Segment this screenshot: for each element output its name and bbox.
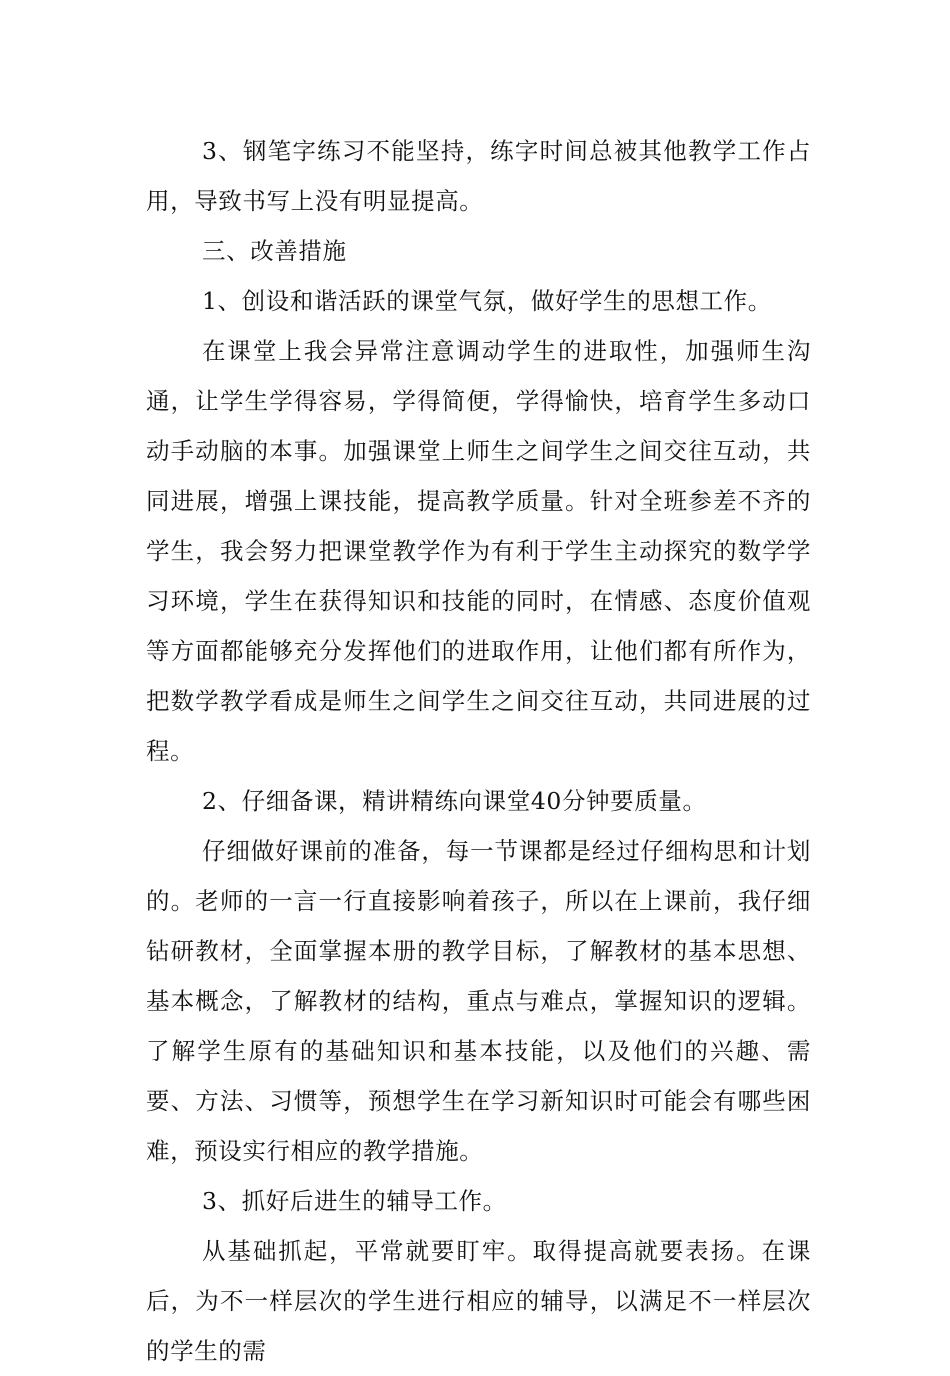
document-body [146, 126, 811, 1376]
paragraph-calligraphy-issue: 3、钢笔字练习不能坚持，练字时间总被其他教学工作占用，导致书写上没有明显提高。 [146, 137, 811, 215]
paragraph-lesson-preparation: 仔细做好课前的准备，每一节课都是经过仔细构思和计划的。老师的一言一行直接影响着孩子，所以在上课前，我仔细钻研教材，全面掌握本册的教学目标，了解教材的基本思想、基本概念，了解教材的结构，重点与难点，掌握知识的逻辑。了解学生原有的基础知识和基本技能，以及他们的兴趣、需要、方法、习惯等，预想学生在学习新知识时可能会有哪些困难，预设实行相应的教学措施。 [146, 837, 811, 1165]
subheading-lesson-preparation: 2、仔细备课，精讲精练向课堂40分钟要质量。 [202, 787, 707, 815]
section-heading-improvement-measures: 三、改善措施 [202, 237, 347, 265]
paragraph-tutoring-struggling-students: 从基础抓起，平常就要盯牢。取得提高就要表扬。在课后，为不一样层次的学生进行相应的辅导，以满足不一样层次的学生的需 [146, 1237, 811, 1365]
subheading-tutoring-struggling-students: 3、抓好后进生的辅导工作。 [202, 1187, 507, 1215]
subheading-classroom-atmosphere: 1、创设和谐活跃的课堂气氛，做好学生的思想工作。 [202, 287, 772, 315]
paragraph-classroom-atmosphere: 在课堂上我会异常注意调动学生的进取性，加强师生沟通，让学生学得容易，学得简便，学得愉快，培育学生多动口动手动脑的本事。加强课堂上师生之间学生之间交往互动，共同进展，增强上课技能，提高教学质量。针对全班参差不齐的学生，我会努力把课堂教学作为有利于学生主动探究的数学学习环境，学生在获得知识和技能的同时，在情感、态度价值观等方面都能够充分发挥他们的进取作用，让他们都有所作为，把数学教学看成是师生之间学生之间交往互动，共同进展的过程。 [146, 337, 811, 765]
